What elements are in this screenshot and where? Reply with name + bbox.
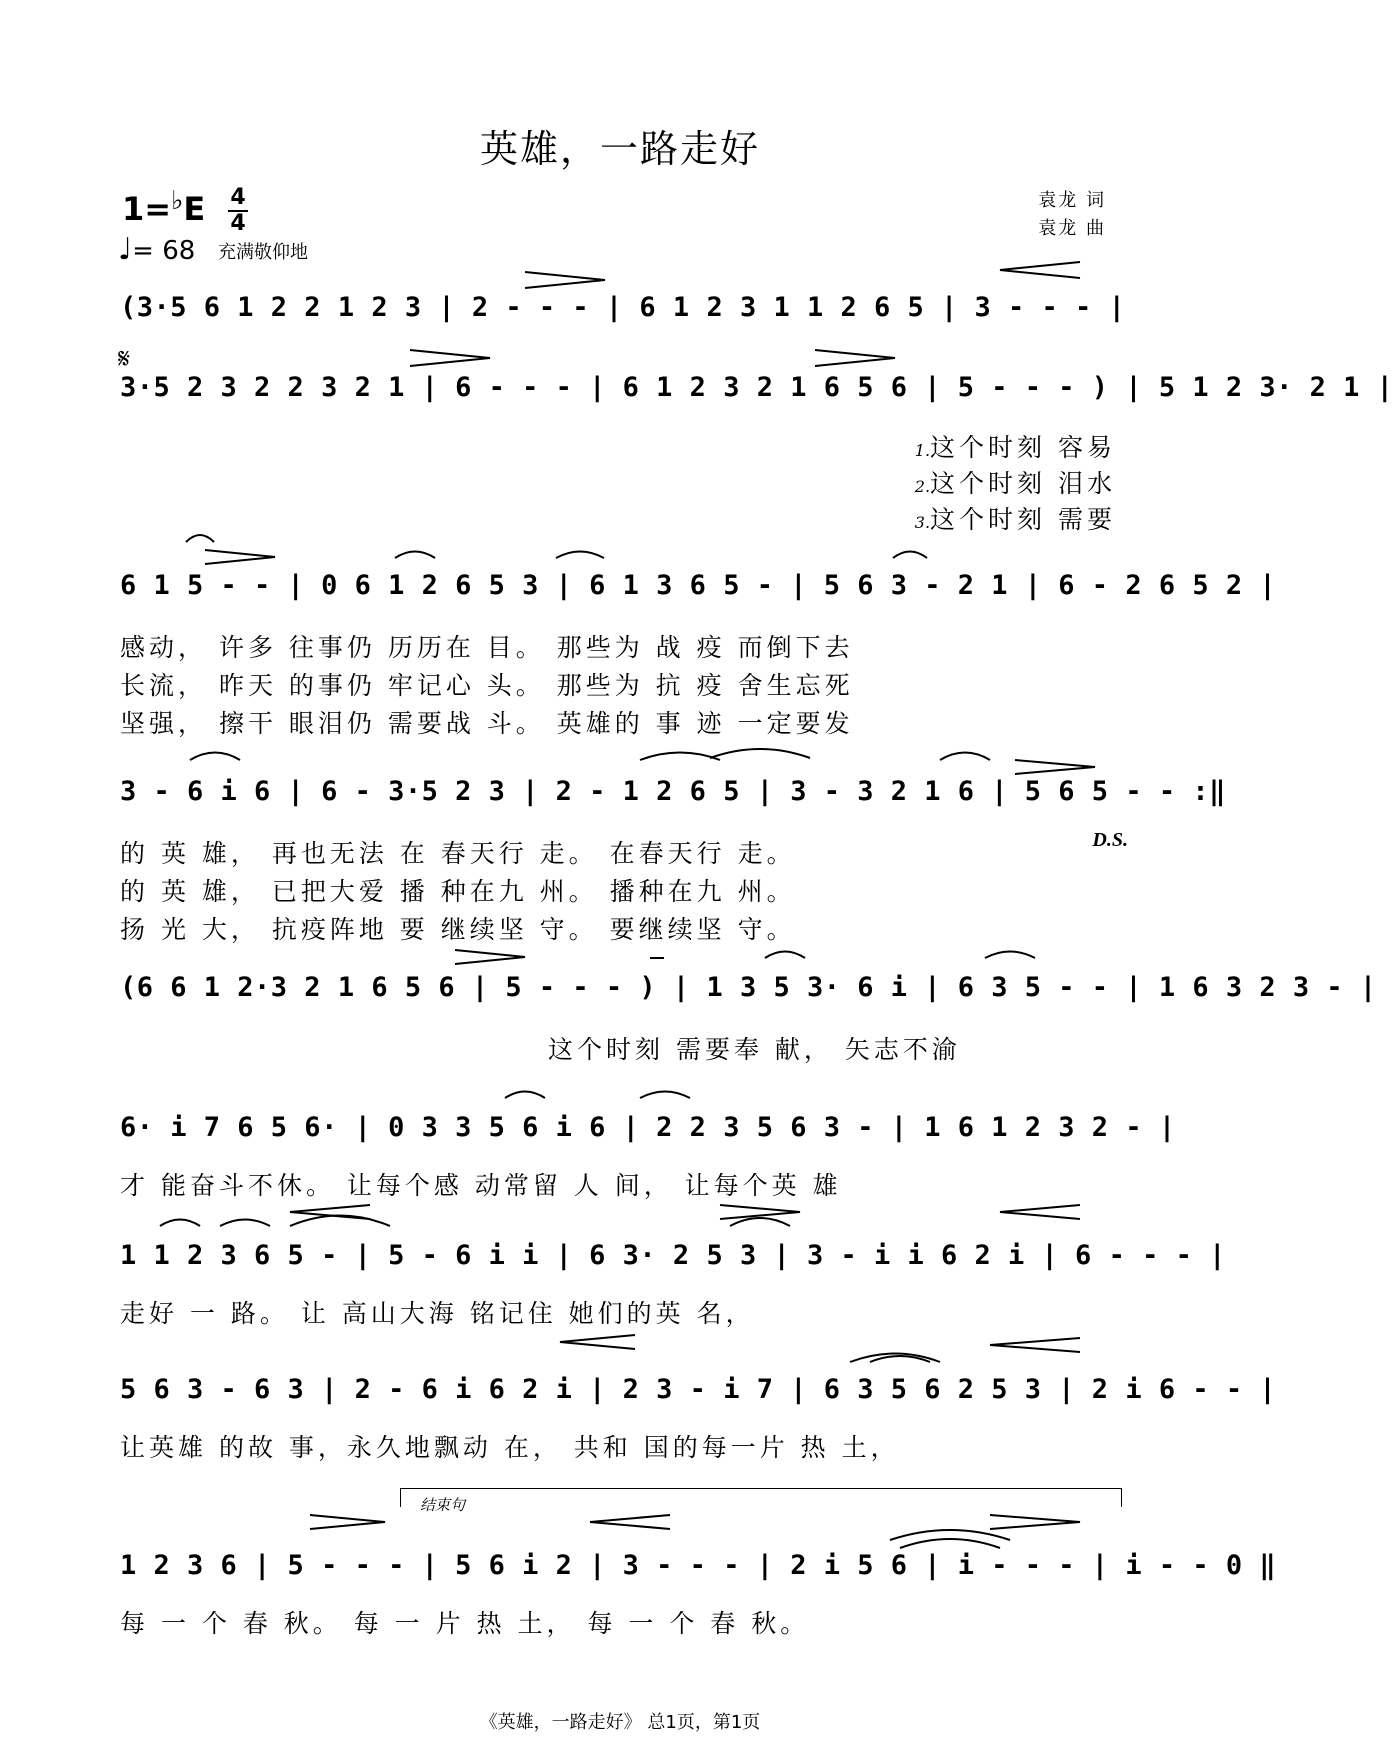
lyric-line: 走好 一 路。 让 高山大海 铭记住 她们的英 名， bbox=[120, 1299, 755, 1328]
verse-number: 3. bbox=[914, 513, 931, 532]
quarter-note-icon: ♩ bbox=[118, 232, 133, 267]
lyric-line: 每 一 个 春 秋。 每 一 片 热 土， 每 一 个 春 秋。 bbox=[120, 1609, 810, 1638]
key-note: E bbox=[183, 190, 206, 228]
score-system-1: (3·5 6 1 2 2 1 2 3 | 2 - - - | 6 1 2 3 1 1 2 6 5 | 3 - - - | bbox=[120, 292, 1126, 323]
score-system-2: 3·5 2 3 2 2 3 2 1 | 6 - - - | 6 1 2 3 2 1 6 5 6 | 5 - - - ) | 5 1 2 3· 2 1 | bbox=[120, 372, 1393, 403]
time-top: 4 bbox=[230, 185, 246, 210]
verse-intro-text: 这个时刻 泪水 bbox=[930, 469, 1116, 498]
verse-number: 2. bbox=[914, 477, 931, 496]
lyric-line: 才 能奋斗不休。 让每个感 动常留 人 间， 让每个英 雄 bbox=[120, 1171, 842, 1200]
flat-icon: ♭ bbox=[171, 186, 184, 216]
expression-marking: 充满敬仰地 bbox=[218, 242, 308, 263]
verse-intro-text: 这个时刻 容易 bbox=[930, 433, 1116, 462]
verse-intro-3 bbox=[915, 500, 1116, 536]
lyric-line: 扬 光 大， 抗疫阵地 要 继续坚 守。 要继续坚 守。 bbox=[120, 915, 796, 944]
lyric-line: 坚强， 擦干 眼泪仍 需要战 斗。 英雄的 事 迹 一定要发 bbox=[120, 709, 854, 738]
lyric-line: 的 英 雄， 再也无法 在 春天行 走。 在春天行 走。 bbox=[120, 839, 796, 868]
lyricist-credit: 袁龙 词 bbox=[1038, 190, 1106, 211]
verse-intro-1 bbox=[915, 428, 1116, 464]
score-system-7: 1 1 2 3 6 5 - | 5 - 6 i i | 6 3· 2 5 3 | 3 - i i 6 2 i | 6 - - - | bbox=[120, 1240, 1226, 1271]
score-system-5: (6 6 1 2·3 2 1 6 5 6 | 5 - - - ) | 1 3 5 3· 6 i | 6 3 5 - - | 1 6 3 2 3 - | bbox=[120, 972, 1377, 1003]
tempo-value: = 68 bbox=[132, 236, 196, 266]
verse-intro-2 bbox=[915, 464, 1116, 500]
lyric-line: 感动， 许多 往事仍 历历在 目。 那些为 战 疫 而倒下去 bbox=[120, 633, 854, 662]
ending-label: 结束句 bbox=[420, 1496, 466, 1514]
song-title: 英雄，一路走好 bbox=[479, 127, 760, 171]
verse-intro-text: 这个时刻 需要 bbox=[930, 505, 1116, 534]
score-system-9: 1 2 3 6 | 5 - - - | 5 6 i 2 | 3 - - - | 2 i 5 6 | i - - - | i - - 0 ‖ bbox=[120, 1550, 1277, 1581]
ending-bracket bbox=[400, 1488, 1122, 1507]
score-system-8: 5 6 3 - 6 3 | 2 - 6 i 6 2 i | 2 3 - i 7 | 6 3 5 6 2 5 3 | 2 i 6 - - | bbox=[120, 1374, 1277, 1405]
lyric-line: 让英雄 的故 事，永久地飘动 在， 共和 国的每一片 热 土， bbox=[120, 1433, 900, 1462]
score-system-3: 6 1 5 - - | 0 6 1 2 6 5 3 | 6 1 3 6 5 - | 5 6 3 - 2 1 | 6 - 2 6 5 2 | bbox=[120, 570, 1277, 601]
dal-segno-label: D.S. bbox=[1092, 829, 1128, 851]
verse-number: 1. bbox=[914, 441, 931, 460]
lyric-line: 这个时刻 需要奉 献， 矢志不渝 bbox=[548, 1035, 961, 1064]
score-system-4: 3 - 6 i 6 | 6 - 3·5 2 3 | 2 - 1 2 6 5 | 3 - 3 2 1 6 | 5 6 5 - - :‖ bbox=[120, 776, 1226, 807]
page-footer: 《英雄，一路走好》 总1页，第1页 bbox=[479, 1712, 761, 1733]
composer-credit: 袁龙 曲 bbox=[1038, 218, 1106, 239]
time-bottom: 4 bbox=[230, 211, 246, 236]
key-label: 1= bbox=[122, 190, 172, 228]
lyric-line: 长流， 昨天 的事仍 牢记心 头。 那些为 抗 疫 舍生忘死 bbox=[120, 671, 854, 700]
lyric-line: 的 英 雄， 已把大爱 播 种在九 州。 播种在九 州。 bbox=[120, 877, 796, 906]
segno-icon: 𝄋 bbox=[118, 342, 131, 375]
score-system-6: 6· i 7 6 5 6· | 0 3 3 5 6 i 6 | 2 2 3 5 6 3 - | 1 6 1 2 3 2 - | bbox=[120, 1112, 1176, 1143]
